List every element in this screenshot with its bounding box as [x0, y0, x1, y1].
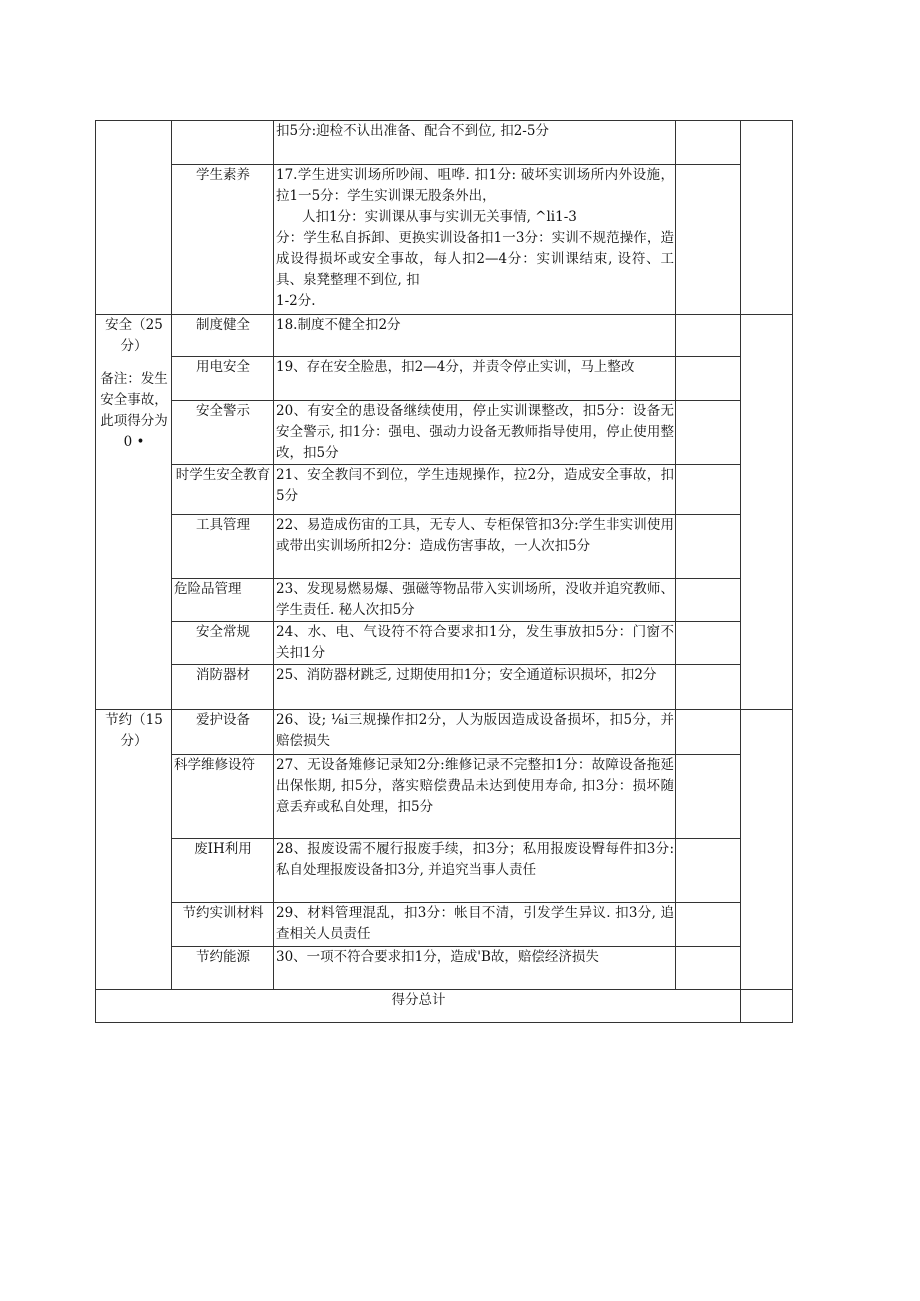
- criteria-cell: 26、设; ⅛i三规操作扣2分，人为版因造成设备损坏，扣5分，并赔偿损失: [274, 710, 676, 755]
- criteria-cell: 21、安全教闫不到位，学生违规操作，拉2分，造成安全事故，扣5分: [274, 465, 676, 515]
- sub-item-cell: 爱护设备: [172, 710, 274, 755]
- criteria-line: 人扣1分：实训课从事与实训无关事情, ^li1-3: [302, 209, 577, 225]
- score-cell[interactable]: [676, 755, 741, 839]
- criteria-line: 1-2分.: [276, 293, 316, 309]
- category-cell-safety: [96, 315, 172, 710]
- score-cell[interactable]: [676, 357, 741, 401]
- table-row: [96, 839, 793, 903]
- sub-item-cell: 科学维修设符: [172, 755, 274, 839]
- score-cell[interactable]: [676, 515, 741, 579]
- table-row: [96, 755, 793, 839]
- criteria-cell: 27、无设备雉修记录知2分:维修记录不完整扣1分：故障设备拖延出保怅期, 扣5分，落实赔偿费品未达到使用寿命, 扣3分：损坏随意丢弃或私自处理，扣5分: [274, 755, 676, 839]
- table-row: [96, 465, 793, 515]
- category-cell-continued: [96, 121, 172, 315]
- criteria-line: 17.学生进实训场所吵闹、咀哗. 扣1分: 破坏实训场所内外设施，拉1一5分：学生实训课无股条外出，: [276, 167, 674, 204]
- score-cell[interactable]: [676, 165, 741, 315]
- table-row: [96, 401, 793, 465]
- sub-item-cell: 用电安全: [172, 357, 274, 401]
- sub-item-cell: 工具管理: [172, 515, 274, 579]
- criteria-cell: 22、易造成伤宙的工具，无专人、专柜保管扣3分:学生非实训使用或带出实训场所扣2分：造成伤害事故，一人次扣5分: [274, 515, 676, 579]
- score-cell[interactable]: [676, 121, 741, 165]
- score-cell[interactable]: [676, 622, 741, 665]
- score-cell[interactable]: [676, 401, 741, 465]
- criteria-line: 分：学生私自拆卸、更换实训设备扣1一3分：实训不规范操作，造成设得损坏或安全事故，每人扣2—4分：实训课结束, 设符、工具、泉凳整理不到位, 扣: [276, 230, 674, 288]
- sub-item-cell: 安全警示: [172, 401, 274, 465]
- score-cell[interactable]: [676, 665, 741, 710]
- table-row: [96, 903, 793, 947]
- criteria-cell: 28、报废设需不履行报废手续，扣3分；私用报废设臀每件扣3分:私自处理报废设备扣3分, 并追究当事人责任: [274, 839, 676, 903]
- table-row: [96, 357, 793, 401]
- score-cell[interactable]: [676, 839, 741, 903]
- sub-item-cell: 消防器材: [172, 665, 274, 710]
- criteria-cell: 29、材料管理混乱，扣3分：帐目不清，引发学生异议. 扣3分, 追查相关人员责任: [274, 903, 676, 947]
- table-row: [96, 121, 793, 165]
- table-row: [96, 622, 793, 665]
- criteria-cell: [274, 165, 676, 315]
- score-cell[interactable]: [676, 710, 741, 755]
- table-row: [96, 579, 793, 622]
- sub-item-cell: 学生素养: [172, 165, 274, 315]
- table-row: [96, 665, 793, 710]
- score-cell[interactable]: [676, 579, 741, 622]
- sub-item-cell: 危险品管理: [172, 579, 274, 622]
- category-note: 备注：发生安全事故，此项得分为0 •: [100, 371, 168, 450]
- table-row: [96, 165, 793, 315]
- criteria-cell: 18.制度不健全扣2分: [274, 315, 676, 357]
- sub-item-cell: 节约实训材料: [172, 903, 274, 947]
- sub-item-cell: 安全常规: [172, 622, 274, 665]
- criteria-cell: 23、发现易燃易爆、强磁等物品带入实训场所，没收并追究教师、学生责任. 秘人次扣5分: [274, 579, 676, 622]
- sub-item-cell: 废IH利用: [172, 839, 274, 903]
- evaluation-table: [95, 120, 793, 1023]
- category-label: 安全（25分）: [105, 317, 163, 354]
- table-row: [96, 947, 793, 990]
- score-cell[interactable]: [676, 903, 741, 947]
- sub-item-cell: 制度健全: [172, 315, 274, 357]
- score-cell[interactable]: [676, 465, 741, 515]
- remark-cell[interactable]: [741, 121, 793, 315]
- table-row: [96, 710, 793, 755]
- sub-item-cell: 时学生安全教育: [172, 465, 274, 515]
- remark-cell[interactable]: [741, 315, 793, 710]
- table-row: [96, 515, 793, 579]
- criteria-cell: 24、水、电、气设符不符合要求扣1分，发生事放扣5分：门窗不关扣1分: [274, 622, 676, 665]
- criteria-cell: 25、消防器材跳乏, 过期使用扣1分；安全通道标识损坏，扣2分: [274, 665, 676, 710]
- table-row: [96, 315, 793, 357]
- score-cell[interactable]: [676, 315, 741, 357]
- criteria-cell: 20、有安全的患设备继续使用，停止实训课整改，扣5分：设备无安全警示, 扣1分：强电、强动力设备无教师指导使用，停止使用整改，扣5分: [274, 401, 676, 465]
- criteria-cell: 扣5分:迎检不认出准备、配合不到位, 扣2-5分: [274, 121, 676, 165]
- total-score-cell[interactable]: [741, 990, 793, 1023]
- remark-cell[interactable]: [741, 710, 793, 990]
- score-cell[interactable]: [676, 947, 741, 990]
- sub-item-cell: [172, 121, 274, 165]
- total-row: [96, 990, 793, 1023]
- criteria-cell: 19、存在安全脸患，扣2—4分，并责令停止实训，马上整改: [274, 357, 676, 401]
- total-label: 得分总计: [96, 990, 741, 1023]
- sub-item-cell: 节约能源: [172, 947, 274, 990]
- criteria-cell: 30、一项不符合要求扣1分，造成'B故，赔偿经济损失: [274, 947, 676, 990]
- category-label: 节约（15分）: [105, 712, 163, 749]
- category-cell-saving: [96, 710, 172, 990]
